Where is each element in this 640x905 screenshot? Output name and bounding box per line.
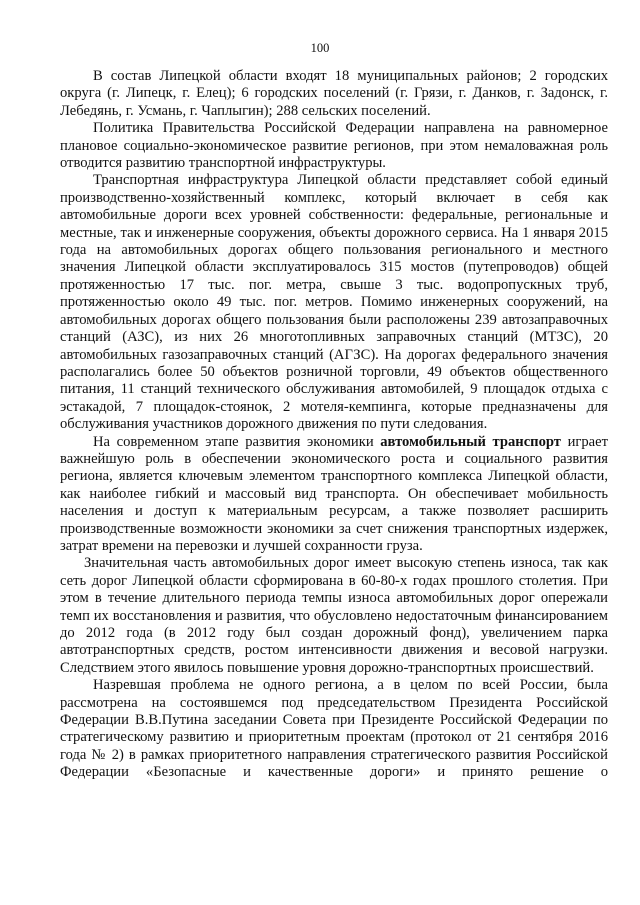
paragraph-road-transport-rest: играет важнейшую роль в обеспечении экономического роста и социального развития региона, является ключевым элементом транспортного комплекса Липецкой области, как наиболее гибкий и массовый вид транспорта. Он обеспечивает мобильность населения и доступ к материальным ресурсам, а также позволяет расширить производственные возможности экономики за счет снижения транспортных издержек, затрат времени на перевозки и лучшей сохранности груза. xyxy=(60,433,608,554)
paragraph-road-wear: Значительная часть автомобильных дорог имеет высокую степень износа, так как сеть дорог Липецкой области сформирована в 60-80-х годах прошлого столетия. При этом в течение длительного периода темпы износа автомобильных дорог опережали темп их восстановления и развития, что обусловлено недостаточным финансированием до 2012 года (в 2012 году был создан дорожный фонд), увеличением парка автотранспортных средств, ростом интенсивности движения и весовой нагрузки. Следствием этого явилось повышение уровня дорожно-транспортных происшествий. xyxy=(60,555,608,676)
paragraph-federal-decision: Назревшая проблема не одного региона, а в целом по всей России, была рассмотрена на состоявшемся под председательством Президента Российской Федерации В.В.Путина заседании Совета при Президенте Российской Федерации по стратегическому развитию и приоритетным проектам (протокол от 21 сентября 2016 года № 2) в рамках приоритетного направления стратегического развития Российской Федерации «Безопасные и качественные дороги» и принято решение о xyxy=(60,677,608,781)
paragraph-road-transport xyxy=(60,434,608,556)
document-body xyxy=(60,68,608,782)
paragraph-transport-infrastructure: Транспортная инфраструктура Липецкой области представляет собой единый производственно-хозяйственный комплекс, который включает в себя как автомобильные дороги всех уровней собственности: федеральные, региональные и местные, так и инженерные сооружения, объекты дорожного сервиса. На 1 января 2015 года на автомобильных дорогах общего пользования регионального и местного значения Липецкой области эксплуатировалось 315 мостов (путепроводов) общей протяженностью 17 тыс. пог. метра, свыше 3 тыс. водопропускных труб, протяженностью около 49 тыс. пог. метров. Помимо инженерных сооружений, на автомобильных дорогах общего пользования были расположены 239 автозаправочных станций (АЗС), из них 26 многотопливных заправочных станций (МТЗС), 20 автомобильных газозаправочных станций (АГЗС). На дорогах федерального значения располагались более 50 объектов розничной торговли, 49 объектов общественного питания, 11 станций технического обслуживания автомобилей, 9 площадок отдыха с эстакадой, 7 площадок-стоянок, 2 мотеля-кемпинга, которые предназначены для обслуживания участников дорожного движения по пути следования. xyxy=(60,172,608,433)
paragraph-government-policy: Политика Правительства Российской Федерации направлена на равномерное плановое социально-экономическое развитие регионов, при этом немаловажная роль отводится развитию транспортной инфраструктуры. xyxy=(60,120,608,172)
page-number: 100 xyxy=(310,41,330,55)
paragraph-road-transport-intro: На современном этапе развития экономики xyxy=(93,433,381,450)
paragraph-municipalities: В состав Липецкой области входят 18 муниципальных районов; 2 городских округа (г. Липецк, г. Елец); 6 городских поселений (г. Грязи, г. Данков, г. Задонск, г. Лебедянь, г. Усмань, г. Чаплыгин); 288 сельских поселений. xyxy=(60,68,608,119)
bold-term-road-transport: автомобильный транспорт xyxy=(380,433,561,450)
